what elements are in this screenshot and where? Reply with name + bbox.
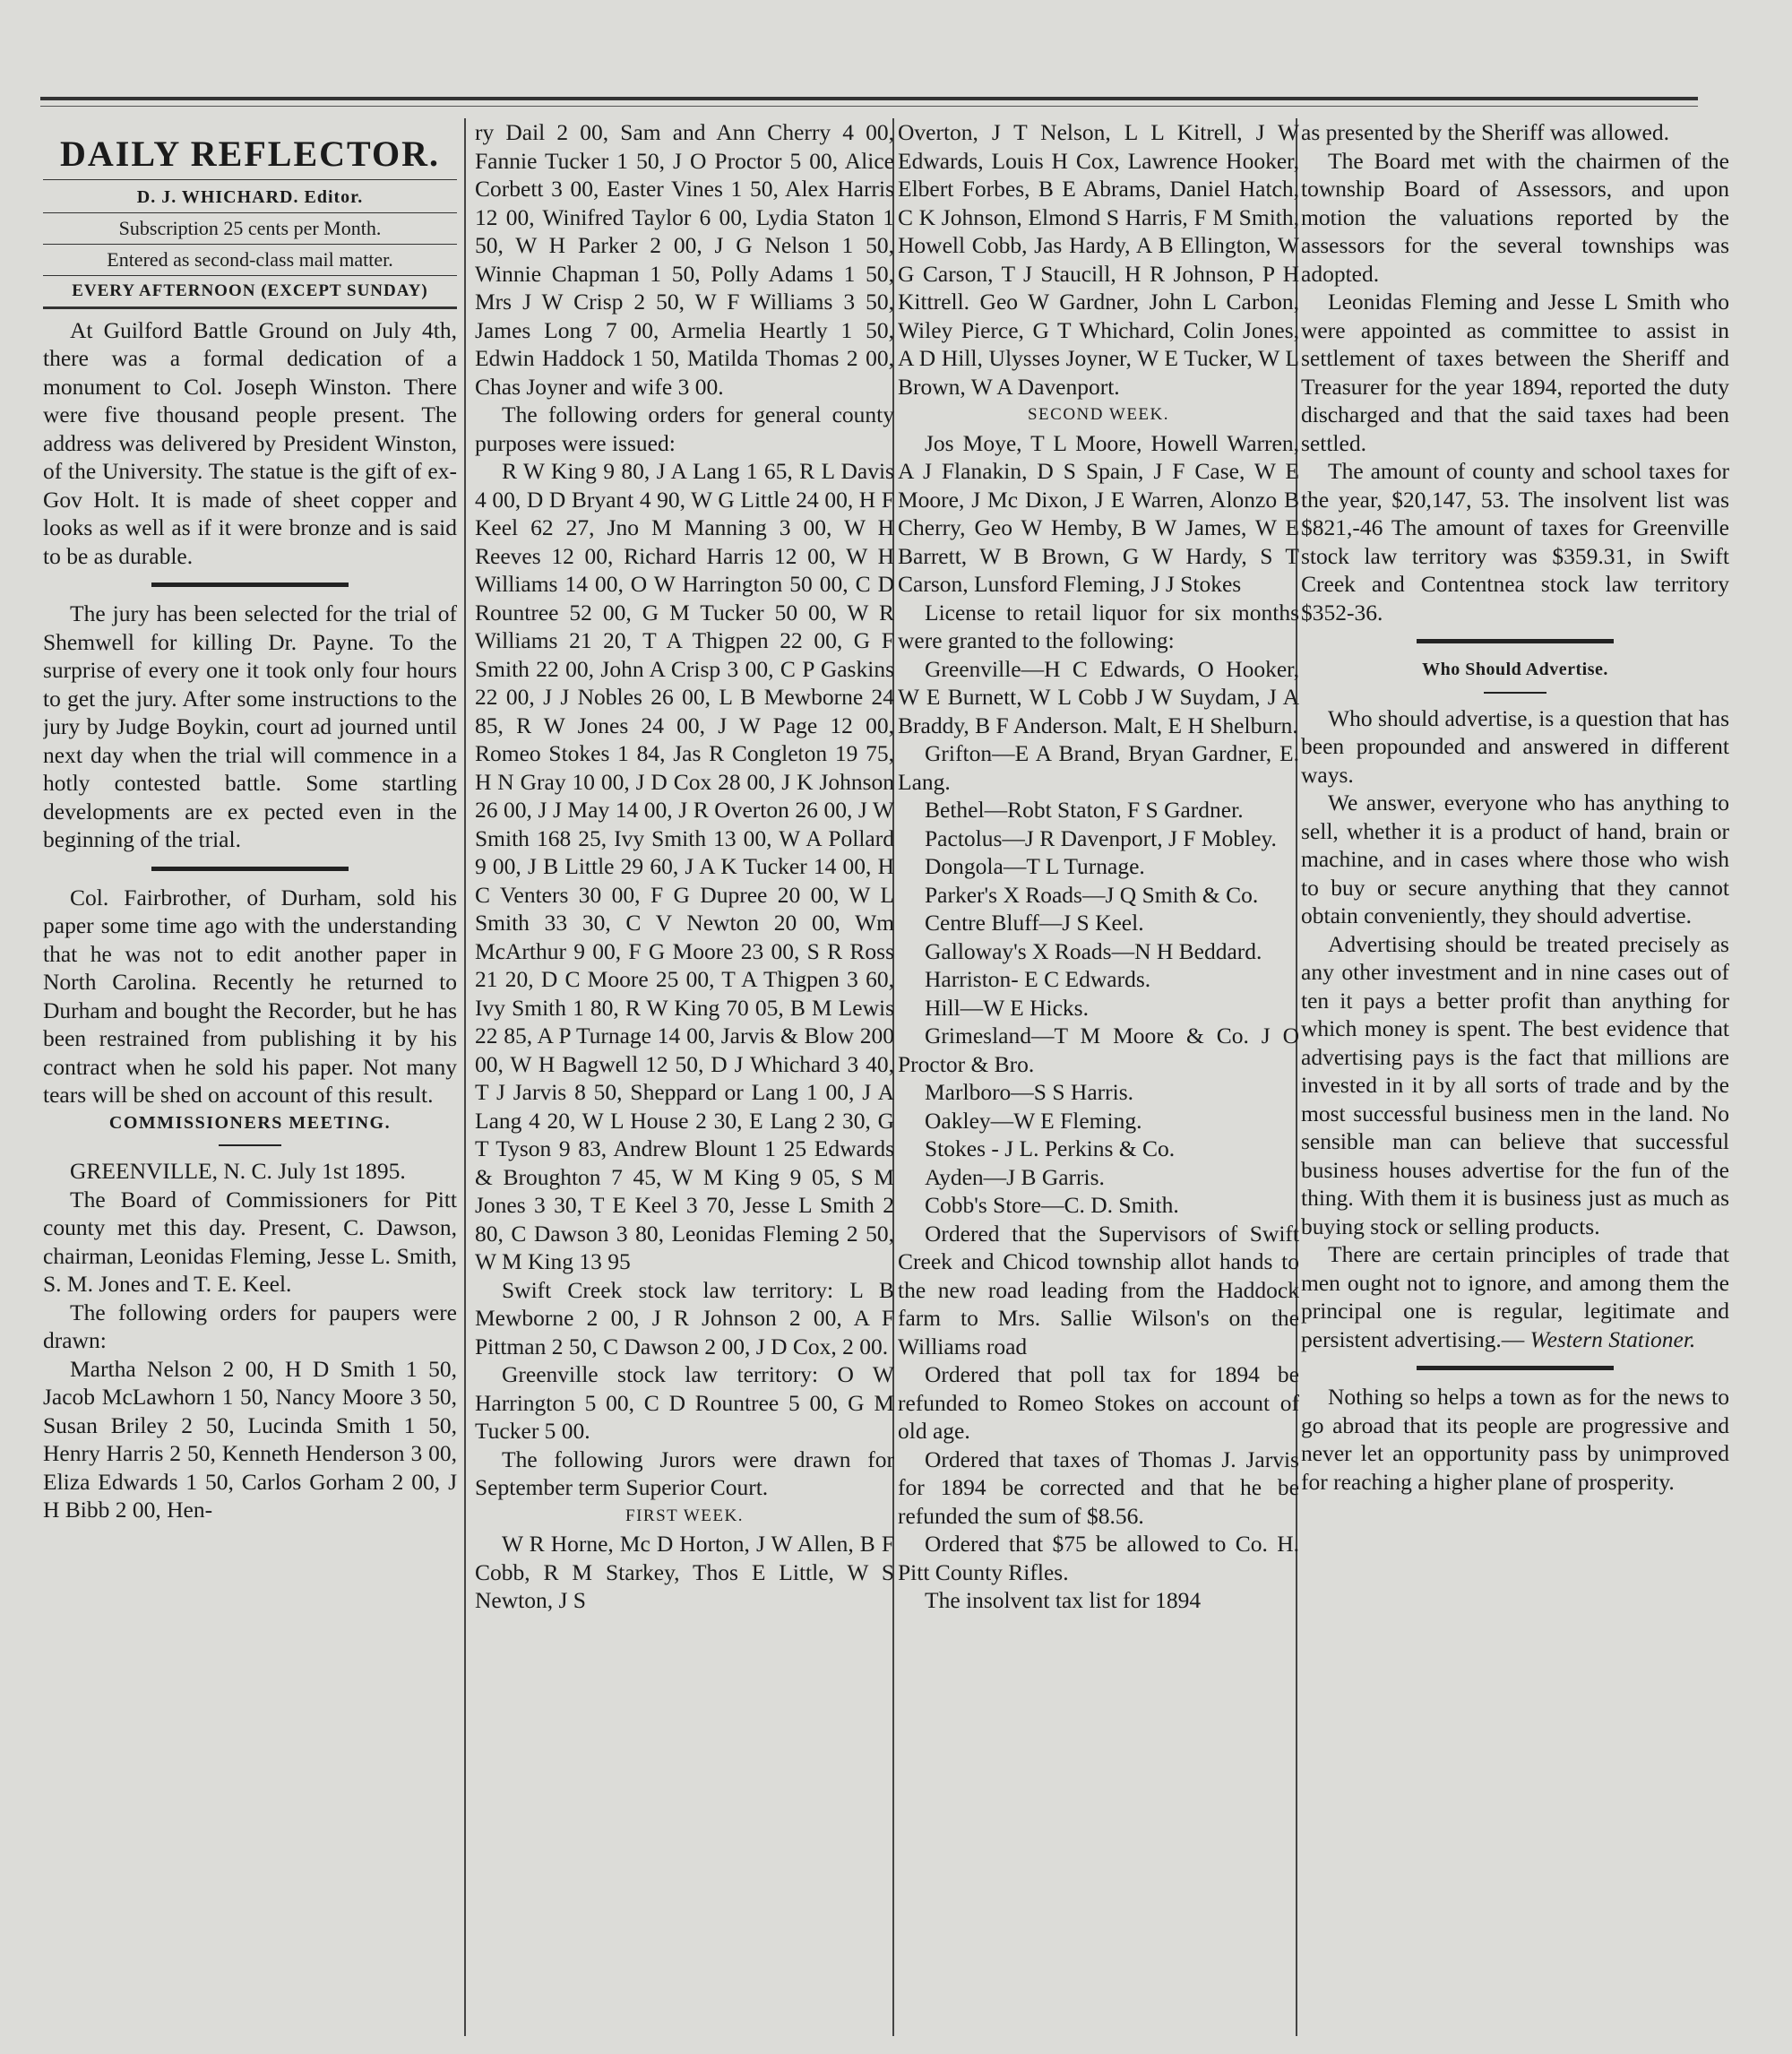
article-separator: [1417, 1366, 1614, 1370]
article-paragraph: The jury has been selected for the trial of Shemwell for killing Dr. Payne. To the surprise of every one it took only four hours to get the jury. After some instructions to the jury by Judge Boykin, court ad journed until next day when the trial will commence in a hotly contested battle. Some startling developments are ex pected even in the beginning of the trial.: [43, 600, 457, 852]
column-divider: [464, 118, 466, 2036]
masthead-title: DAILY REFLECTOR.: [60, 134, 440, 174]
article-paragraph: The following Jurors were drawn for September term Superior Court.: [475, 1446, 894, 1500]
article-separator: [151, 867, 349, 871]
dateline: GREENVILLE, N. C. July 1st 1895.: [70, 1158, 406, 1184]
article-paragraph: Overton, J T Nelson, L L Kitrell, J W Edwards, Louis H Cox, Lawrence Hooker, Elbert Forbes, B E Abrams, Daniel Hatch, C K Johnson, Elmond S Harris, F M Smith, Howell Cobb, Jas Hardy, A B Ellington, W G Carson, T J Staucill, H R Johnson, P H Kittrell. Geo W Gardner, John L Carbon, Wiley Pierce, G T Whichard, Colin Jones, A D Hill, Ulysses Joyner, W E Tucker, W L Brown, W A Davenport.: [898, 119, 1299, 400]
article-paragraph: Hill—W E Hicks.: [925, 994, 1089, 1021]
column-4: [1301, 118, 1729, 2036]
article-paragraph: R W King 9 80, J A Lang 1 65, R L Davis 4 00, D D Bryant 4 90, W G Little 24 00, H F Keel 62 27, Jno M Manning 3 00, W H Reeves 12 00, Richard Harris 12 00, W H Williams 14 00, O W Harrington 50 00, C D Rountree 52 00, G M Tucker 50 00, W R Williams 21 20, T A Thigpen 22 00, G F Smith 22 00, John A Crisp 3 00, C P Gaskins 22 00, J J Nobles 26 00, L B Mewborne 24 85, R W Jones 24 00, J W Page 12 00, Romeo Stokes 1 84, Jas R Congleton 19 75, H N Gray 10 00, J D Cox 28 00, J K Johnson 26 00, J J May 14 00, J R Overton 26 00, J W Smith 168 25, Ivy Smith 13 00, W A Pollard 9 00, J B Little 29 60, J A K Tucker 14 00, H C Venters 30 00, F G Dupree 20 00, W L Smith 33 30, C V Newton 20 00, Wm McArthur 9 00, F G Moore 23 00, S R Ross 21 20, D C Moore 25 00, T A Thigpen 3 60, Ivy Smith 1 80, R W King 70 05, B M Lewis 22 85, A P Turnage 14 00, Jarvis & Blow 200 00, W H Bagwell 12 50, D J Whichard 3 40, T J Jarvis 8 50, Sheppard or Lang 1 00, J A Lang 4 20, W L House 2 30, E Lang 2 30, G T Tyson 9 83, Andrew Blount 1 25 Edwards & Broughton 7 45, W M King 9 05, S M Jones 3 30, T E Keel 3 70, Jesse L Smith 2 80, C Dawson 3 80, Leonidas Fleming 2 50, W M King 13 95: [475, 458, 894, 1274]
section-heading: COMMISSIONERS MEETING.: [108, 1112, 392, 1133]
article-paragraph: W R Horne, Mc D Horton, J W Allen, B F Cobb, R M Starkey, Thos E Little, W S Newton, J S: [475, 1531, 894, 1613]
masthead-schedule: EVERY AFTERNOON (EXCEPT SUNDAY): [43, 275, 457, 309]
article-paragraph: Marlboro—S S Harris.: [925, 1079, 1134, 1105]
article-paragraph: Greenville—H C Edwards, O Hooker, W E Burnett, W L Cobb J W Suydam, J A Braddy, B F Anderson. Malt, E H Shelburn.: [898, 655, 1299, 738]
article-paragraph: Pactolus—J R Davenport, J F Mobley.: [925, 824, 1277, 851]
article-paragraph: Martha Nelson 2 00, H D Smith 1 50, Jacob McLawhorn 1 50, Nancy Moore 3 50, Susan Briley 2 50, Lucinda Smith 1 50, Henry Harris 2 50, Kenneth Henderson 3 00, Eliza Edwards 1 50, Carlos Gorham 2 00, J H Bibb 2 00, Hen-: [43, 1355, 457, 1523]
article-paragraph: At Guilford Battle Ground on July 4th, there was a formal dedication of a monument to Col. Joseph Winston. There were five thousand people present. The address was delivered by President Winston, of the University. The statue is the gift of ex-Gov Holt. It is made of sheet copper and looks as well as if it were bronze and is said to be as durable.: [43, 316, 457, 569]
article-paragraph: The amount of county and school taxes for the year, $20,147, 53. The insolvent list was $821,-46 The amount of taxes for Greenville stock law territory was $359.31, in Swift Creek and Contentnea stock law territory $352-36.: [1301, 458, 1729, 626]
article-paragraph: Col. Fairbrother, of Durham, sold his paper some time ago with the understanding that he was not to edit another paper in North Carolina. Recently he returned to Durham and bought the Recorder, but he has been restrained from publishing it by his contract when he sold his paper. Not many tears will be shed on account of this result.: [43, 884, 457, 1108]
heading-rule: [219, 1144, 281, 1146]
article-paragraph: Nothing so helps a town as for the news to go abroad that its people are progressive and never let an opportunity pass by unimproved for reaching a higher plane of prosperity.: [1301, 1384, 1729, 1495]
article-paragraph: Dongola—T L Turnage.: [925, 853, 1145, 879]
article-paragraph: Leonidas Fleming and Jesse L Smith who were appointed as committee to assist in settlement of taxes between the Sheriff and Treasurer for the year 1894, reported the duty discharged and that the said taxes had been settled.: [1301, 289, 1729, 456]
article-paragraph: Oakley—W E Fleming.: [925, 1107, 1142, 1134]
section-heading: Who Should Advertise.: [1422, 660, 1608, 679]
column-1: [43, 118, 457, 2036]
article-paragraph: Greenville stock law territory: O W Harrington 5 00, C D Rountree 5 00, G M Tucker 5 00.: [475, 1361, 894, 1444]
article-paragraph: Ordered that the Supervisors of Swift Creek and Chicod township allot hands to the new road leading from the Haddock farm to Mrs. Sallie Wilson's on the Williams road: [898, 1220, 1299, 1359]
heading-rule: [1484, 692, 1546, 694]
column-2: [475, 118, 894, 2036]
source-credit: Western Stationer.: [1529, 1325, 1696, 1352]
article-paragraph: Advertising should be treated precisely as any other investment and in nine cases out of ten it pays a better profit than anything for which money is spent. The best evidence that advertising pays is the fact that millions are invested in it by all sorts of trade and by the most successful business men in the land. No sensible man can believe that successful business houses advertise for the fun of the thing. With them it is business just as much as buying stock or selling products.: [1301, 930, 1729, 1239]
top-rule-thin: [40, 106, 1698, 107]
article-paragraph: Ordered that taxes of Thomas J. Jarvis for 1894 be corrected and that he be refunded the sum of $8.56.: [898, 1446, 1299, 1529]
masthead-entered: Entered as second-class mail matter.: [43, 244, 457, 275]
subheading: SECOND WEEK.: [1027, 405, 1170, 424]
article-paragraph: The insolvent tax list for 1894: [925, 1587, 1202, 1613]
article-paragraph: [1301, 1240, 1729, 1353]
column-3: [898, 118, 1299, 2036]
article-paragraph: Who should advertise, is a question that has been propounded and answered in different ways.: [1301, 704, 1729, 788]
masthead-subscription: Subscription 25 cents per Month.: [43, 212, 457, 244]
article-paragraph: ry Dail 2 00, Sam and Ann Cherry 4 00, Fannie Tucker 1 50, J O Proctor 5 00, Alice Corbett 3 00, Easter Vines 1 50, Alex Harris 12 00, Winifred Taylor 6 00, Lydia Staton 1 50, W H Parker 2 00, J G Nelson 1 50, Winnie Chapman 1 50, Polly Adams 1 50, Mrs J W Crisp 2 50, W F Williams 3 50, James Long 7 00, Armelia Heartly 1 50, Edwin Haddock 1 50, Matilda Thomas 2 00, Chas Joyner and wife 3 00.: [475, 119, 894, 400]
article-paragraph: The Board of Commissioners for Pitt county met this day. Present, C. Dawson, chairman, Leonidas Fleming, Jesse L. Smith, S. M. Jones and T. E. Keel.: [43, 1186, 457, 1297]
article-paragraph: Jos Moye, T L Moore, Howell Warren, A J Flanakin, D S Spain, J F Case, W E Moore, J Mc Dixon, J E Warren, Alonzo B Cherry, Geo W Hemby, B W James, W E Barrett, W B Brown, G W Hardy, S T Carson, Lunsford Fleming, J J Stokes: [898, 429, 1299, 597]
article-paragraph: Ordered that poll tax for 1894 be refunded to Romeo Stokes on account of old age.: [898, 1361, 1299, 1444]
article-separator: [1417, 639, 1614, 643]
article-paragraph: Harriston- E C Edwards.: [925, 966, 1151, 992]
subheading: FIRST WEEK.: [625, 1506, 744, 1525]
article-paragraph: The Board met with the chairmen of the township Board of Assessors, and upon motion the valuations reported by the assessors for the several townships was adopted.: [1301, 147, 1729, 287]
article-paragraph: Bethel—Robt Staton, F S Gardner.: [925, 797, 1244, 823]
article-paragraph: Centre Bluff—J S Keel.: [925, 910, 1144, 936]
article-paragraph: as presented by the Sheriff was allowed.: [1301, 119, 1669, 145]
article-paragraph: The following orders for general county purposes were issued:: [475, 401, 894, 456]
article-paragraph: Parker's X Roads—J Q Smith & Co.: [925, 881, 1259, 908]
article-separator: [151, 583, 349, 587]
article-paragraph: Stokes - J L. Perkins & Co.: [925, 1135, 1176, 1161]
article-paragraph: Ayden—J B Garris.: [925, 1163, 1105, 1190]
article-paragraph: Swift Creek stock law territory: L B Mewborne 2 00, J R Johnson 2 00, A F Pittman 2 50, C Dawson 2 00, J D Cox, 2 00.: [475, 1276, 894, 1359]
article-paragraph: Grimesland—T M Moore & Co. J O Proctor & Bro.: [898, 1023, 1299, 1077]
article-text: There are certain principles of trade that men ought not to ignore, and among them the principal one is regular, legitimate and persistent advertising.—: [1301, 1241, 1729, 1352]
article-paragraph: License to retail liquor for six months were granted to the following:: [898, 599, 1299, 653]
top-rule: [40, 97, 1698, 100]
article-paragraph: Galloway's X Roads—N H Beddard.: [925, 937, 1262, 964]
masthead-editor: D. J. WHICHARD. Editor.: [43, 179, 457, 212]
article-paragraph: Ordered that $75 be allowed to Co. H. Pitt County Rifles.: [898, 1531, 1299, 1585]
article-paragraph: The following orders for paupers were drawn:: [43, 1299, 457, 1353]
article-paragraph: Cobb's Store—C. D. Smith.: [925, 1192, 1179, 1218]
article-paragraph: Grifton—E A Brand, Bryan Gardner, E. Lang.: [898, 740, 1299, 795]
article-paragraph: We answer, everyone who has anything to sell, whether it is a product of hand, brain or machine, and in cases where those who wish to buy or secure anything that they cannot obtain conveniently, they should advertise.: [1301, 790, 1729, 928]
